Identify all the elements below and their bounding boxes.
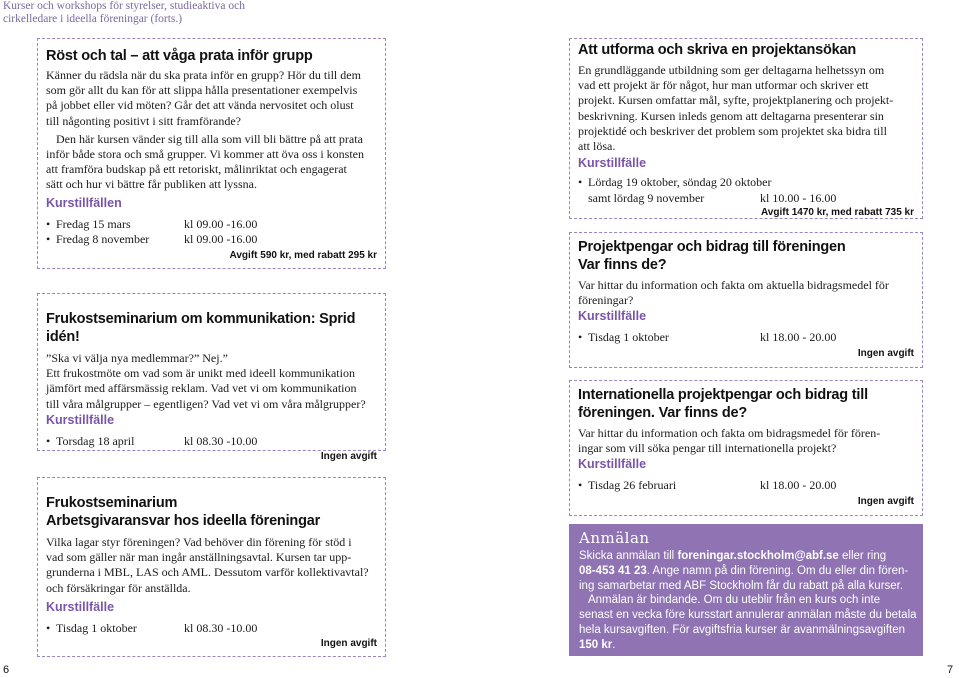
running-head [3,0,323,26]
course-text-line: projekt. Kursen omfattar mål, syfte, projektplanering och projekt- [578,93,894,108]
page-number-right: 7 [947,664,954,676]
course-title: Frukostseminarium [46,495,178,511]
anmalan-title: Anmälan [579,529,650,547]
anmalan-text: Skicka anmälan till [579,550,678,562]
date-text: Lördag 19 oktober, söndag 20 oktober [588,175,772,190]
course-text-line: Vilka lagar styr föreningen? Vad behöver din förening för stöd i [46,535,352,549]
course-text-line: En grundläggande utbildning som ger deltagarna helhetssyn om [578,63,885,77]
course-text-line: beskrivning. Kursen inleds genom att deltagarna presenterar sin [578,108,884,123]
course-text-line: grunderna i MBL, LAS och AML. Dessutom varför kollektivavtal? [46,565,369,580]
bullet-icon: • [46,216,51,231]
anmalan-phone[interactable]: 08-453 41 23 [579,564,647,577]
date-row [578,191,914,207]
bullet-icon: • [578,175,583,190]
course-box-projektansokan [569,38,923,219]
price-text: Ingen avgift [320,451,377,463]
price-text: Ingen avgift [320,638,377,650]
time-text: kl 08.30 -10.00 [184,620,258,635]
page-number-left: 6 [3,664,10,676]
anmalan-panel [569,524,923,656]
date-row [578,175,914,191]
course-text-line: Var hittar du information och fakta om bidragsmedel för fören- [578,426,881,440]
running-head-line: cirkelledare i ideella föreningar (forts.) [3,13,183,25]
course-intro-line: på jobbet eller vid möten? Går det att vända nervositet och olust [46,98,354,113]
course-box-arbetsgivaransvar [37,477,386,657]
kurstillfalle-label: Kurstillfälle [578,309,647,324]
anmalan-text: . [612,638,616,651]
course-title: Internationella projektpengar och bidrag till [578,387,868,403]
course-intro-line: Känner du rädsla när du ska prata inför en grupp? Hör du till dem [46,68,361,82]
date-row [578,478,914,494]
price-text: Avgift 590 kr, med rabatt 295 kr [229,249,377,261]
course-box-sprid [37,293,386,463]
course-text-line: ingar som vill söka pengar till internationella projekt? [578,441,837,456]
course-text-line: vad som gäller när man ingår anställningsavtal. Kursen tar upp- [46,550,352,565]
time-text: kl 09.00 -16.00 [184,216,258,231]
course-body-line: Den här kursen vänder sig till alla som vill bli bättre på att prata [56,131,363,146]
time-text: kl 09.00 -16.00 [184,232,258,247]
course-text-line: till våra målgrupper – egentligen? Vad vet vi om våra målgrupper? [46,396,366,411]
date-text: Fredag 15 mars [56,216,131,231]
price-text: Ingen avgift [857,495,914,507]
bullet-icon: • [578,478,583,493]
time-text: kl 08.30 -10.00 [184,433,258,448]
kurstillfalle-label: Kurstillfällen [46,195,122,210]
anmalan-line [579,638,913,653]
bullet-icon: • [578,330,583,345]
course-body-line: inför både stora och små grupper. Vi kommer att öva oss i konsten [46,147,364,162]
course-text-line: föreningar? [578,293,634,308]
course-title: Frukostseminarium om kommunikation: Sprid idén! [46,311,356,345]
course-text-line: och försäkringar för anställda. [46,580,191,595]
course-intro-line: som gör allt du kan för att slippa hålla presentationer exempelvis [46,83,358,98]
anmalan-line: ing samarbetar med ABF Stockholm får du rabatt på alla kurser. [579,579,904,592]
course-box-bidrag [569,232,923,368]
anmalan-line: Anmälan är bindande. Om du uteblir från en kurs och inte [579,594,881,607]
date-text: Tisdag 1 oktober [588,330,669,345]
course-title: Var finns de? [578,257,667,273]
date-text: Tisdag 26 februari [588,478,677,493]
anmalan-line [579,549,913,564]
date-text: Fredag 8 november [56,232,150,247]
date-text: Torsdag 18 april [56,433,135,448]
time-text: kl 10.00 - 16.00 [760,190,837,205]
date-row [46,217,377,233]
course-body-line: att framföra budskap på ett retoriskt, målinriktat och engagerat [46,162,347,177]
date-row [46,621,377,637]
kurstillfalle-label: Kurstillfälle [46,599,115,614]
date-row [46,434,377,450]
anmalan-fee: 150 kr [579,638,613,651]
bullet-icon: • [46,620,51,635]
course-text-line: vad ett projekt är för något, hur man utformar och skriver ett [578,78,869,93]
running-head-line: Kurser och workshops för styrelser, studieaktiva och [3,0,245,12]
date-text: Tisdag 1 oktober [56,620,137,635]
anmalan-email-link[interactable]: foreningar.stockholm@abf.se [677,550,839,562]
course-body-line: sätt och hur vi bättre får publiken att lyssna. [46,177,257,192]
time-text: kl 18.00 - 20.00 [760,330,837,345]
course-intro-line: till någonting positivt i sitt framförande? [46,113,241,128]
course-text-line: att lösa. [578,139,616,154]
date-row [46,232,377,248]
course-text-line: Ett frukostmöte om vad som är unikt med ideell kommunikation [46,366,355,381]
bullet-icon: • [46,433,51,448]
anmalan-text: . Ange namn på din förening. Om du eller din fören- [646,564,909,577]
kurstillfalle-label: Kurstillfälle [46,412,115,427]
course-title: Att utforma och skriva en projektansökan [578,42,857,58]
anmalan-text: eller ring [838,550,887,562]
time-text: kl 18.00 - 20.00 [760,478,837,493]
course-text-line: jämfört med affärsmässig reklam. Vad vet vi om kommunikation [46,381,357,396]
course-text-line: ”Ska vi välja nya medlemmar?” Nej.” [46,351,228,365]
course-title: Röst och tal – att våga prata inför grupp [46,48,313,64]
course-title: Arbetsgivaransvar hos ideella föreningar [46,513,321,529]
date-row [578,330,914,346]
course-title: föreningen. Var finns de? [578,405,748,421]
price-text: Avgift 1470 kr, med rabatt 735 kr [760,207,914,219]
course-text-line: Var hittar du information och fakta om aktuella bidragsmedel för [578,278,889,292]
date-text: samt lördag 9 november [588,190,705,205]
course-box-internationella [569,380,923,516]
kurstillfalle-label: Kurstillfälle [578,156,647,171]
kurstillfalle-label: Kurstillfälle [578,457,647,472]
bullet-icon: • [46,232,51,247]
anmalan-line: hela kursavgiften. För avgiftsfria kurser är avanmälningsavgiften [579,623,905,636]
anmalan-line: senast en vecka före kursstart annulerar anmälan måste du betala [579,609,917,622]
price-text: Ingen avgift [857,347,914,359]
course-text-line: projektidé och beskriver det problem som projektet ska bidra till [578,123,887,138]
course-box-rost [37,38,386,269]
anmalan-line [579,564,913,579]
course-title: Projektpengar och bidrag till föreningen [578,239,846,255]
